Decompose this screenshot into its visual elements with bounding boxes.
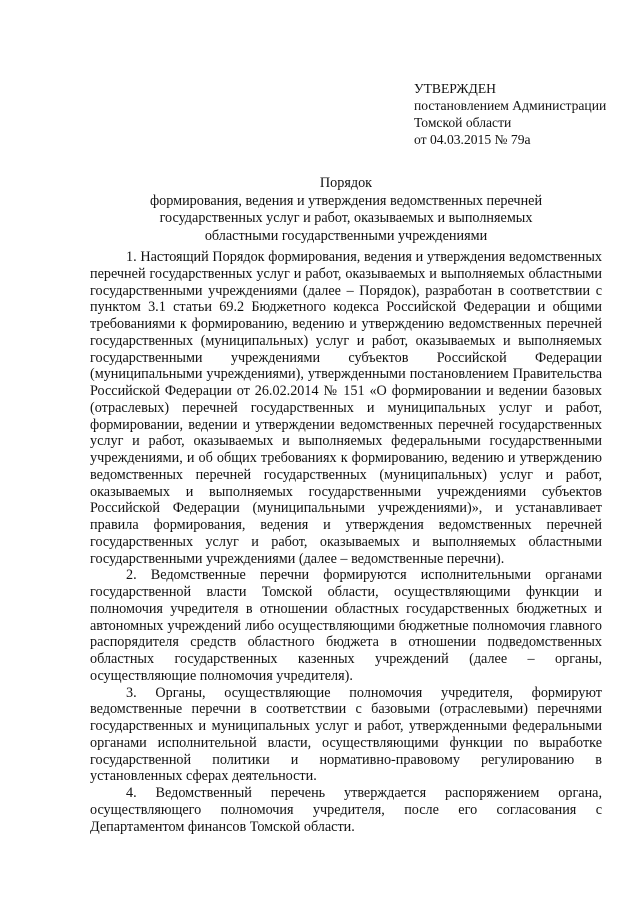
paragraph-4: 4. Ведомственный перечень утверждается распоряжением органа, осуществляющего полномочия учредителя, после его согласования с Департаментом финансов Томской области. <box>90 785 602 835</box>
title-line: формирования, ведения и утверждения ведомственных перечней <box>149 192 543 209</box>
title-line: государственных услуг и работ, оказываемых и выполняемых <box>159 210 533 226</box>
paragraph-1: 1. Настоящий Порядок формирования, ведения и утверждения ведомственных перечней государственных услуг и работ, оказываемых и выполняемых областными государственными учреждениями (далее – Порядок), разработан в соответствии с пунктом 3.1 статьи 69.2 Бюджетного кодекса Российской Федерации и общими требованиями к формированию, ведению и утверждению ведомственных перечней государственных (муниципальных) услуг и работ, оказываемых и выполняемых государственными учреждениями субъектов Российской Федерации (муниципальными учреждениями), утвержденными постановлением Правительства Российской Федерации от 26.02.2014 № 151 «О формировании и ведении базовых (отраслевых) перечней государственных и муниципальных услуг и работ, формировании, ведении и утверждении ведомственных перечней государственных услуг и работ, оказываемых и выполняемых федеральными государственными учреждениями, и об общих требованиях к формированию, ведению и утверждению ведомственных перечней государственных (муниципальных) услуг и работ, оказываемых и выполняемых государственными учреждениями субъектов Российской Федерации (муниципальными учреждениями)», и устанавливает правила формирования, ведения и утверждения ведомственных перечней государственных услуг и работ, оказываемых и выполняемых областными государственными учреждениями (далее – ведомственные перечни). <box>90 249 602 567</box>
title-line: Порядок <box>319 175 373 191</box>
document-title <box>90 175 602 245</box>
title-line: областными государственными учреждениями <box>204 227 488 244</box>
approval-line: Томской области <box>414 115 512 130</box>
paragraph-2: 2. Ведомственные перечни формируются исполнительными органами государственной власти Томской области, осуществляющими функции и полномочия учредителя в отношении областных государственных бюджетных и автономных учреждений либо осуществляющими бюджетные полномочия главного распорядителя средств областного бюджета в отношении подведомственных областных государственных казенных учреждений (далее – органы, осуществляющие полномочия учредителя). <box>90 567 602 684</box>
approval-line: постановлением Администрации <box>414 98 607 113</box>
paragraph-3: 3. Органы, осуществляющие полномочия учредителя, формируют ведомственные перечни в соответствии с базовыми (отраслевыми) перечнями государственных и муниципальных услуг и работ, утвержденными федеральными органами исполнительной власти, осуществляющими функции по выработке государственной политики и нормативно-правовому регулированию в установленных сферах деятельности. <box>90 684 602 785</box>
approval-date: от 04.03.2015 № 79а <box>414 132 531 147</box>
document-body <box>90 249 602 835</box>
approval-stamp <box>414 80 606 148</box>
approval-heading: УТВЕРЖДЕН <box>414 81 496 96</box>
